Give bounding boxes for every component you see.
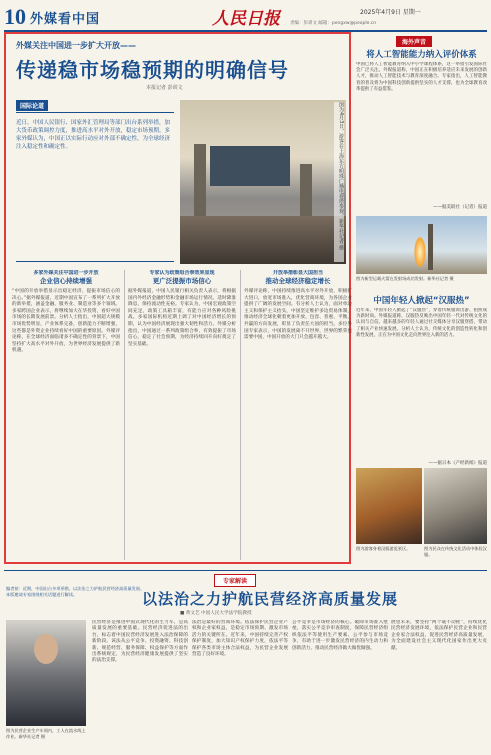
bottom-column: 展望未来，要坚持“两个毫不动摇”，持续优化民营经济发展环境，依法保护民营企业和民营企业家合法权益，促进民营经济高质量发展，为全面建设社会主义现代化国家作出更大贡献。 <box>391 620 487 651</box>
issue-date: 2025年4月9日 星期一 <box>360 9 421 16</box>
article-kicker: 外媒关注中国进一步扩大开放—— <box>16 41 136 50</box>
photo-caption: 图为4月3日，游客在上海东方明珠广播电视塔参观。新华社记者 摄 <box>334 102 344 262</box>
bottom-column: 民营经济是推进中国式现代化的生力军，是高质量发展的重要基础。民营经济促进法的出台，标志着中国民营经济发展进入法治保障的新阶段。该法从公平竞争、投资融资、科技创新、规范经营、服务保障、权益保护等方面作出系统规定，为民营经济健康发展提供了坚实的法治支撑。 <box>92 620 188 664</box>
section-rule <box>4 570 487 571</box>
photo-figure <box>34 634 58 664</box>
rocket-flame <box>414 236 426 268</box>
photo-crowd <box>180 216 346 264</box>
newspaper-logo: 人民日报 <box>212 9 280 29</box>
column-divider <box>240 270 241 560</box>
article-byline: 本报记者 彭训文 <box>146 85 183 91</box>
brief-headline[interactable]: 将人工智能能力纳入评价体系 <box>366 50 477 60</box>
rocket-launch-photo[interactable] <box>356 216 487 274</box>
editor-note: 编者按：近期，中国出台多项举措，以法治之力护航民营经济高质量发展。本版邀请专家围绕相关话题进行解读。 <box>6 586 145 597</box>
overseas-voices-tag: 海外声音 <box>396 36 432 47</box>
column-kicker: 开放举措彰显大国担当 <box>272 270 323 276</box>
news-photo[interactable] <box>180 100 346 264</box>
article-columns <box>12 270 352 562</box>
bottom-byline: ■ 黄文艺 中国人民大学法学院教授 <box>180 611 252 616</box>
article-headline[interactable]: 传递稳市场稳预期的明确信号 <box>16 58 289 82</box>
hanfu-photo[interactable] <box>356 468 422 544</box>
launch-tower <box>428 224 433 270</box>
column-body: 据外媒报道，中国人民银行相关负责人表示，将根据国内外经济金融形势和金融市场运行情况，适时降准降息，保持流动性充裕。专家认为，中国宏观政策空间充足，政策工具箱丰富，有能力应对各种风险挑战。多家国际机构近期上调了对中国经济增长的预期，认为中国经济展现出强大韧性和活力。外媒分析指出，中国通过一系列政策组合拳，有效提振了市场信心，稳定了社会预期，为经济持续回升向好奠定了坚实基础。 <box>128 289 236 347</box>
brief-body: 近年来，中国年轻人掀起了“汉服热”，穿着传统服饰出游、拍照成为新时尚。外媒报道称，汉服热反映出中国年轻一代对传统文化的认同与自信。越来越多的年轻人通过社交媒体分享汉服穿搭，带动了相关产业快速发展。分析人士认为，传统文化的创造性转化和创新性发展，正在为中国文化走向世界注入新的活力。 <box>356 308 487 338</box>
column-kicker: 多家外媒关注中国进一步开放 <box>33 270 99 276</box>
column-title: 更广泛提振市场信心 <box>152 277 212 285</box>
bottom-headline[interactable]: 以法治之力护航民营经济高质量发展 <box>141 590 398 608</box>
photo-caption: 图为游客身着汉服游览景区。 <box>356 546 411 551</box>
page-number: 10 <box>4 4 26 29</box>
column-title: 企业信心持续增强 <box>40 277 92 285</box>
article-column <box>128 270 236 562</box>
right-column <box>356 34 487 566</box>
photo-screen <box>210 146 290 186</box>
article-column <box>12 270 120 562</box>
brief-headline[interactable]: 中国年轻人掀起“汉服热” <box>373 296 470 306</box>
expert-tag: 专家解读 <box>214 574 256 587</box>
column-title: 推动全球经济稳定增长 <box>265 277 331 285</box>
factory-photo[interactable] <box>6 620 86 726</box>
bottom-column: 法治是最好的营商环境。依法保护民营企业产权和企业家权益，是稳定市场预期、激发市场活力的关键所在。近年来，中国持续完善产权保护制度，加大知识产权保护力度，依法平等保护各类市场主体合法权益，为民营企业发展营造了良好环境。 <box>192 620 288 658</box>
editor-credits: 责编：彭训文 邮箱：pengxw@people.cn <box>290 21 377 26</box>
column-body: “中国的开放举措显示出稳定经济、提振市场信心的决心。”据外媒报道，近期中国宣布了一系列扩大开放的新举措，涵盖金融、服务业、制造业等多个领域。多家跨国企业表示，将继续加大在华投资，看好中国市场的长期发展前景。分析人士指出，中国超大规模市场优势明显，产业体系完备，创新能力不断增强，这些都是外资企业持续看好中国的重要原因。外媒评论称，在全球经济面临诸多不确定性的背景下，中国坚持扩大高水平对外开放，为世界经济发展提供了新机遇。 <box>12 289 120 354</box>
photo-caption: 图为新型运载火箭在发射场成功发射。新华社记者 摄 <box>356 276 454 281</box>
photo-caption: 图为民营企业生产车间内，工人在流水线上作业。新华社记者 摄 <box>6 728 86 739</box>
column-divider <box>124 270 125 560</box>
brief-source: ——据日本《产经新闻》报道 <box>428 461 487 466</box>
brief-body: 中国已将人工智能教育纳入中小学课程体系，这一举措引发国际社会广泛关注。外媒报道称，中国正在积极培养适应未来发展的创新人才，推动人工智能技术与教育深度融合。专家指出，人工智能教育的普及将为中国科技创新提供坚实的人才支撑，也为全球教育改革提供了有益借鉴。 <box>356 62 487 92</box>
bottom-column: 公平竞争是市场经济的核心。破除市场准入壁垒，落实公平竞争审查制度，保障民营经济组织依法平等使用生产要素、公平参与市场竞争，有助于进一步激发民营经济的内生动力和创新活力，推动民营经济做大做优做强。 <box>292 620 388 651</box>
section-tag: 国际论道 <box>16 100 48 111</box>
article-abstract: 近日，中国人民银行、国家外汇管理局等部门出台系列举措，加大货币政策调控力度，推进高水平对外开放，稳定市场预期。多家外媒认为，中国正以实际行动应对外部不确定性，为全球经济注入稳定性和确定性。 <box>16 112 174 262</box>
brief-source: ——据美联社（记者）报道 <box>433 205 487 210</box>
photo-caption: 图为民众在传统文化活动中体验汉服。 <box>424 546 487 557</box>
section-name: 外媒看中国 <box>30 12 101 27</box>
article-column <box>244 270 352 562</box>
hanfu-photo[interactable] <box>424 468 487 544</box>
column-kicker: 专家认为政策组合拳效果显现 <box>149 270 215 276</box>
masthead <box>0 0 491 34</box>
column-body: 外媒评论称，中国持续推进高水平对外开放，积极扩大进口，放宽市场准入，优化营商环境，为各国企业提供了广阔的发展空间。有分析人士认为，面对单边主义和保护主义抬头，中国坚定维护多边贸易体制，推动经济全球化朝着更加开放、包容、普惠、平衡、共赢的方向发展，彰显了负责任大国的担当。多位外国专家表示，中国的发展离不开世界，世界的繁荣也需要中国，中国开放的大门只会越开越大。 <box>244 289 352 341</box>
featured-article[interactable] <box>4 32 351 564</box>
